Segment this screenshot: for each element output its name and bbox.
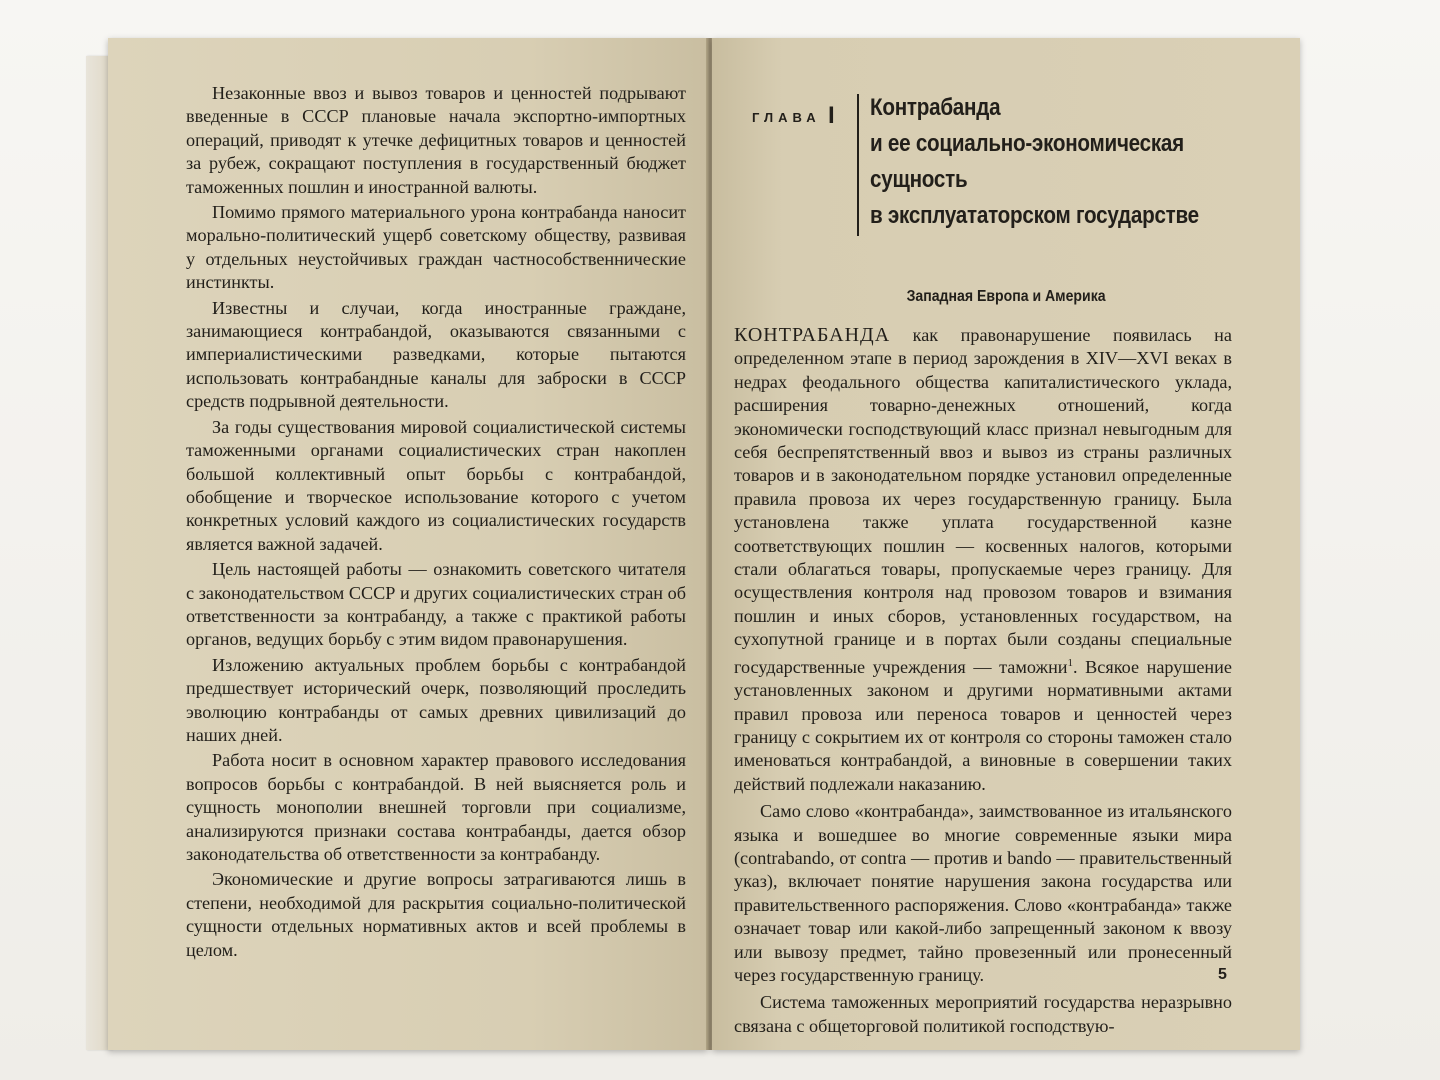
page-number: 5 bbox=[1218, 966, 1227, 983]
chapter-title-line: в эксплуататорском государстве bbox=[870, 202, 1199, 229]
paragraph-text: как правонарушение появилась на определенном этапе в период зарождения в XIV—XVI веках в недрах феодального общества капиталистического уклада, расширения товарно-денежных отношений, когда экономически господствующий класс признал невыгодным для себя беспрепятственный ввоз и вывоз из страны различных товаров и в законодательном порядке установил определенные правила провоза их через государственную границу. Была установлена также уплата государственной казне соответствующих пошлин — косвенных налогов, которыми стали облагаться товары, пропускаемые через границу. Для осуществления контроля над провозом товаров и взимания пошлин и иных сборов, установленных государством, на сухопутной границе и в портах были созданы специальные государственные учреждения — таможни bbox=[734, 325, 1232, 677]
right-page-text bbox=[734, 324, 1232, 1038]
section-heading-text: Западная Европа и Америка bbox=[906, 288, 1106, 305]
lead-word: КОНТРАБАНДА bbox=[734, 324, 891, 346]
paragraph: Работа носит в основном характер правового исследования вопросов борьбы с контрабандой. В ней выясняется роль и сущность монополии внешней торговли при социализме, анализируются признаки состава контрабанды, дается обзор законодательства об ответственности за контрабанду. bbox=[186, 750, 686, 864]
paragraph bbox=[734, 324, 1232, 796]
paragraph: Изложению актуальных проблем борьбы с контрабандой предшествует исторический очерк, позволяющий проследить эволюцию контрабанды от самых древних цивилизаций до наших дней. bbox=[186, 654, 686, 745]
left-page-text bbox=[186, 82, 686, 962]
paragraph-text: . Всякое нарушение установленных законом и другими нормативными актами правил провоза или переноса товаров и ценностей через границу с сокрытием их от контроля со стороны таможен стало именоваться контрабандой, а виновные в совершении таких действий подлежали наказанию. bbox=[734, 656, 1232, 794]
paragraph: За годы существования мировой социалистической системы таможенными органами социалистических стран накоплен большой коллективный опыт борьбы с контрабандой, обобщение и творческое использование которого с учетом конкретных условий каждого из социалистических государств является важной задачей. bbox=[186, 416, 686, 554]
chapter-heading bbox=[752, 90, 1292, 240]
section-heading bbox=[712, 288, 1300, 306]
paragraph: Известны и случаи, когда иностранные граждане, занимающиеся контрабандой, оказываются связанными с империалистическими разведками, которые пытаются использовать контрабандные каналы для заброски в СССР средств подрывной деятельности. bbox=[186, 297, 686, 412]
right-page bbox=[712, 38, 1300, 1050]
paragraph: Цель настоящей работы — ознакомить советского читателя с законодательством СССР и других социалистических стран об ответственности за контрабанду, а также с практикой работы органов, ведущих борьбу с этим видом правонарушения. bbox=[186, 559, 686, 650]
chapter-title bbox=[870, 90, 1240, 234]
chapter-title-line: сущность bbox=[870, 166, 968, 193]
chapter-number: I bbox=[828, 102, 835, 129]
paragraph: Система таможенных мероприятий государства неразрывно связана с общеторговой политикой господствую- bbox=[734, 992, 1232, 1036]
paragraph: Само слово «контрабанда», заимствованное из итальянского языка и вошедшее во многие современные языки мира (contrabando, от contra — против и bando — правительственный указ), включает понятие нарушения закона государства или правительственного распоряжения. Слово «контрабанда» также означает товар или какой-либо запрещенный законом к ввозу или вывозу предмет, тайно провезенный или пронесенный через государственную границу. bbox=[734, 801, 1232, 986]
chapter-label: ГЛАВА bbox=[752, 110, 821, 125]
footnote-mark: 1 bbox=[1067, 656, 1074, 669]
paragraph: Экономические и другие вопросы затрагиваются лишь в степени, необходимой для раскрытия социально-политической сущности отдельных нормативных актов и всей проблемы в целом. bbox=[186, 869, 686, 960]
left-page bbox=[108, 38, 708, 1050]
paragraph: Незаконные ввоз и вывоз товаров и ценностей подрывают введенные в СССР плановые начала экспортно-импортных операций, приводят к утечке дефицитных товаров и ценностей за рубеж, сокращают поступления в государственный бюджет таможенных пошлин и иностранной валюты. bbox=[186, 83, 686, 197]
chapter-divider bbox=[857, 94, 859, 236]
chapter-title-line: и ее социально-экономическая bbox=[870, 130, 1184, 157]
paragraph: Помимо прямого материального урона контрабанда наносит морально-политический ущерб советскому обществу, развивая у отдельных неустойчивых граждан частнособственнические инстинкты. bbox=[186, 202, 686, 293]
open-book bbox=[86, 38, 1302, 1050]
chapter-title-line: Контрабанда bbox=[870, 94, 1001, 121]
